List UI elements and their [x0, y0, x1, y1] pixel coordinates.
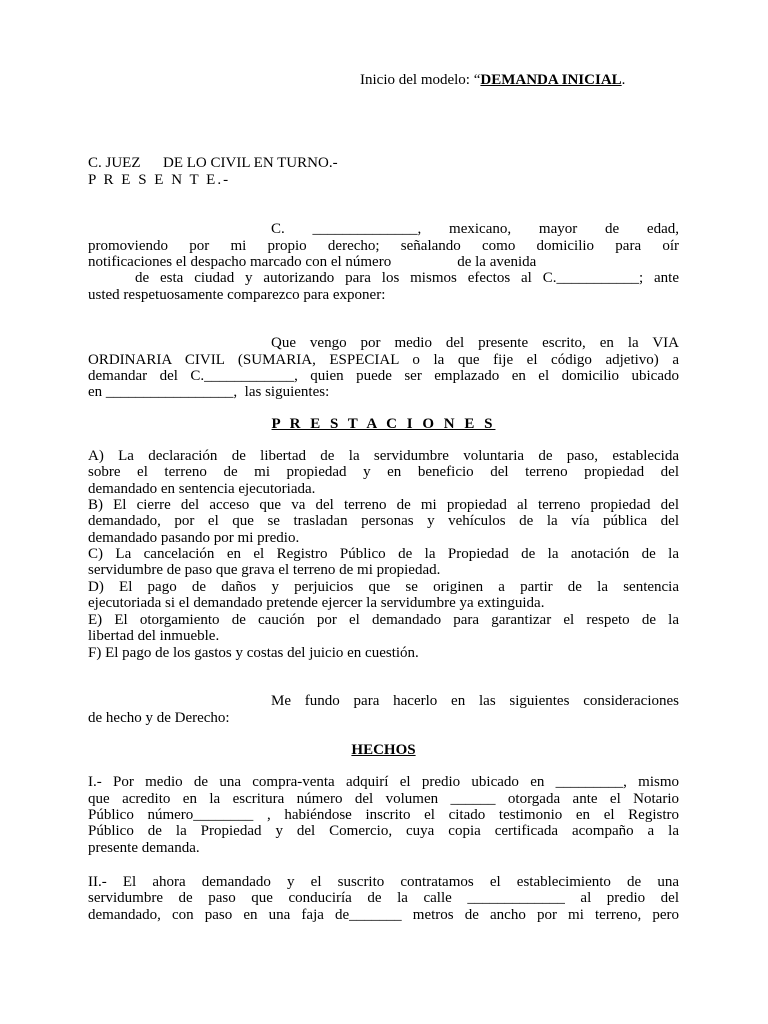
- prestacion-b-line-1: B) El cierre del acceso que va del terreno de mi propiedad al terreno propiedad del: [88, 497, 679, 513]
- hecho-2-line-2: servidumbre de paso que conduciría de la calle _____________ al predio del: [88, 890, 679, 906]
- addressee-line-1: C. JUEZ DE LO CIVIL EN TURNO.-: [88, 155, 338, 171]
- intro-line-4: de esta ciudad y autorizando para los mismos efectos al C.___________; ante: [135, 270, 679, 286]
- hecho-1-line-1: I.- Por medio de una compra-venta adquirí el predio ubicado en _________, mismo: [88, 774, 679, 790]
- hecho-1-line-4: Público de la Propiedad y del Comercio, cuya copia certificada acompaño a la: [88, 823, 679, 839]
- intro-line-1: C. ______________, mexicano, mayor de edad,: [271, 221, 679, 237]
- prestaciones-heading: P R E S T A C I O N E S: [271, 416, 496, 432]
- heading-title: DEMANDA INICIAL: [480, 72, 622, 88]
- prestacion-f-line-1: F) El pago de los gastos y costas del juicio en cuestión.: [88, 645, 419, 661]
- prestacion-a-line-1: A) La declaración de libertad de la servidumbre voluntaria de paso, establecida: [88, 448, 679, 464]
- prestacion-e-line-2: libertad del inmueble.: [88, 628, 220, 644]
- prestacion-b-line-3: demandado pasando por mi predio.: [88, 530, 300, 546]
- fundamento-line-1: Me fundo para hacerlo en las siguientes consideraciones: [271, 693, 679, 709]
- demand-line-4: en _________________, las siguientes:: [88, 384, 330, 400]
- demand-line-2: ORDINARIA CIVIL (SUMARIA, ESPECIAL o la que fije el código adjetivo) a: [88, 352, 679, 368]
- document-heading: [360, 72, 700, 88]
- heading-prefix: Inicio del modelo: “: [360, 72, 481, 88]
- intro-line-3a: notificaciones el despacho marcado con el número: [88, 254, 392, 270]
- demand-line-1: Que vengo por medio del presente escrito, en la VIA: [271, 335, 679, 351]
- hecho-2-line-3: demandado, con paso en una faja de_______ metros de ancho por mi terreno, pero: [88, 907, 679, 923]
- hecho-2-line-1: II.- El ahora demandado y el suscrito contratamos el establecimiento de una: [88, 874, 679, 890]
- intro-line-2: promoviendo por mi propio derecho; señalando como domicilio para oír: [88, 238, 679, 254]
- prestacion-d-line-2: ejecutoriada si el demandado pretende ejercer la servidumbre ya extinguida.: [88, 595, 545, 611]
- prestacion-a-line-3: demandado en sentencia ejecutoriada.: [88, 481, 316, 497]
- hechos-heading: HECHOS: [351, 742, 416, 758]
- addressee-line-2: P R E S E N T E.-: [88, 172, 231, 188]
- fundamento-line-2: de hecho y de Derecho:: [88, 710, 230, 726]
- heading-suffix: .: [621, 72, 626, 88]
- intro-line-3: [88, 254, 679, 270]
- hecho-1-line-3: Público número________ , habiéndose inscrito el citado testimonio en el Registro: [88, 807, 679, 823]
- prestacion-c-line-1: C) La cancelación en el Registro Público de la Propiedad de la anotación de la: [88, 546, 679, 562]
- prestacion-c-line-2: servidumbre de paso que grava el terreno de mi propiedad.: [88, 562, 441, 578]
- intro-line-3b: de la avenida: [457, 254, 537, 270]
- hecho-1-line-2: que acredito en la escritura número del volumen ______ otorgada ante el Notario: [88, 791, 679, 807]
- intro-line-5: usted respetuosamente comparezco para exponer:: [88, 287, 386, 303]
- hecho-1-line-5: presente demanda.: [88, 840, 200, 856]
- prestacion-d-line-1: D) El pago de daños y perjuicios que se originen a partir de la sentencia: [88, 579, 679, 595]
- demand-line-3: demandar del C.____________, quien puede ser emplazado en el domicilio ubicado: [88, 368, 679, 384]
- prestacion-b-line-2: demandado, por el que se trasladan personas y vehículos de la vía pública del: [88, 513, 679, 529]
- prestacion-a-line-2: sobre el terreno de mi propiedad y en beneficio del terreno propiedad del: [88, 464, 679, 480]
- prestacion-e-line-1: E) El otorgamiento de caución por el demandado para garantizar el respeto de la: [88, 612, 679, 628]
